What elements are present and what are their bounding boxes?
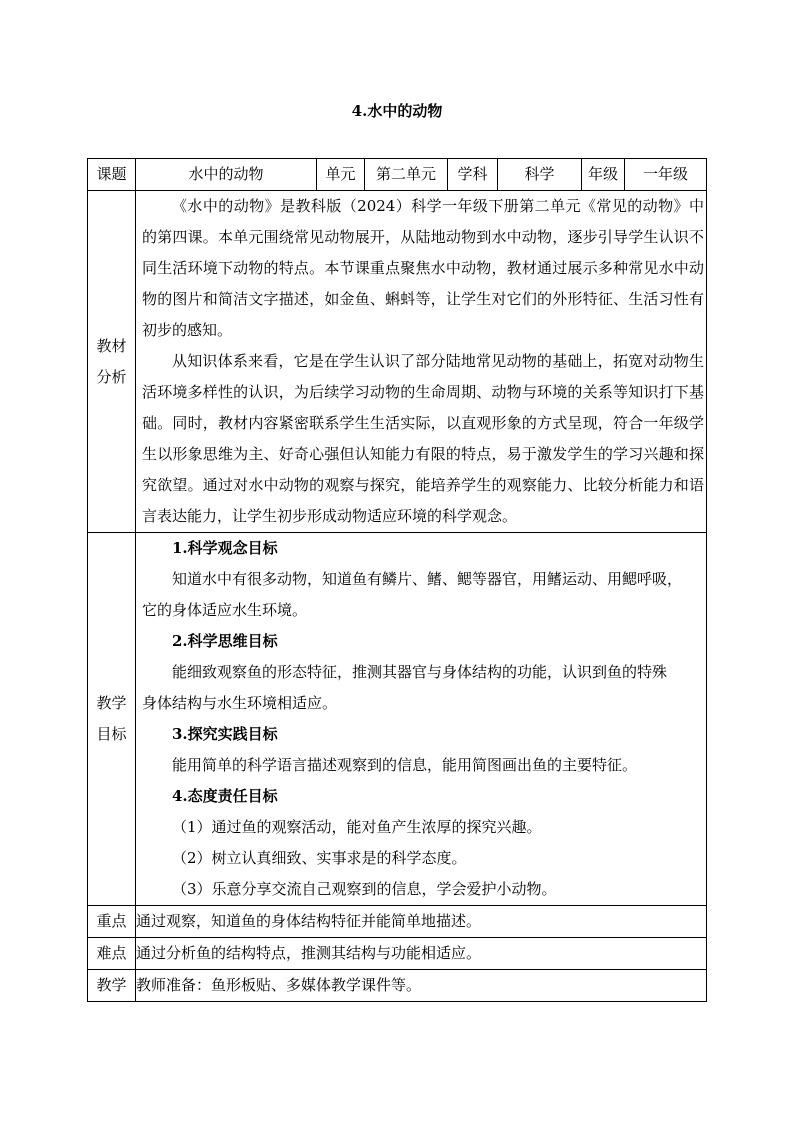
grade-label: 年级 xyxy=(582,159,625,191)
goal-1-title: 1.科学观念目标 xyxy=(172,539,278,557)
grade-value: 一年级 xyxy=(625,159,707,191)
analysis-label: 教材 分析 xyxy=(88,191,136,533)
key-point-row xyxy=(88,906,707,938)
goal-2-line-2: 身体结构与水生环境相适应。 xyxy=(142,694,338,712)
key-point-label: 重点 xyxy=(88,906,136,938)
analysis-paragraph-2: 从知识体系来看，它是在学生认识了部分陆地常见动物的基础上，拓宽对动物生活环境多样性的认识，为后续学习动物的生命周期、动物与环境的关系等知识打下基础。同时，教材内容紧密联系学生生活实际，以直观形象的方式呈现，符合一年级学生以形象思维为主、好奇心强但认知能力有限的特点，易于激发学生的学习兴趣和探究欲望。通过对水中动物的观察与探究，能培养学生的观察能力、比较分析能力和语言表达能力，让学生初步形成动物适应环境的科学观念。 xyxy=(142,352,704,525)
prep-label: 教学 xyxy=(88,970,136,1002)
goal-4-item: （3）乐意分享交流自己观察到的信息，学会爱护小动物。 xyxy=(172,880,557,898)
goal-4-item: （1）通过鱼的观察活动，能对鱼产生浓厚的探究兴趣。 xyxy=(172,818,542,836)
goal-1-line-1: 知道水中有很多动物，知道鱼有鳞片、鳍、鳃等器官，用鳍运动、用鳃呼吸， xyxy=(172,570,683,588)
goal-4-title: 4.态度责任目标 xyxy=(172,787,278,805)
goal-1-line-2: 它的身体适应水生环境。 xyxy=(142,601,308,619)
goal-4-item: （2）树立认真细致、实事求是的科学态度。 xyxy=(172,849,467,867)
lesson-plan-table xyxy=(87,158,707,1002)
analysis-content xyxy=(136,191,707,533)
topic-value: 水中的动物 xyxy=(136,159,317,191)
difficulty-row xyxy=(88,938,707,970)
subject-label: 学科 xyxy=(448,159,498,191)
goals-row xyxy=(88,533,707,906)
goals-label: 教学 目标 xyxy=(88,533,136,906)
goal-2-line-1: 能细致观察鱼的形态特征，推测其器官与身体结构的功能，认识到鱼的特殊 xyxy=(172,663,668,681)
topic-label: 课题 xyxy=(88,159,136,191)
goals-content xyxy=(136,533,707,906)
document-title: 4.水中的动物 xyxy=(351,102,443,120)
prep-text: 教师准备：鱼形板贴、多媒体教学课件等。 xyxy=(136,970,707,1002)
prep-row xyxy=(88,970,707,1002)
unit-label: 单元 xyxy=(317,159,365,191)
difficulty-text: 通过分析鱼的结构特点，推测其结构与功能相适应。 xyxy=(136,938,707,970)
goal-3-line-1: 能用简单的科学语言描述观察到的信息，能用简图画出鱼的主要特征。 xyxy=(172,756,638,774)
difficulty-label: 难点 xyxy=(88,938,136,970)
goal-3-title: 3.探究实践目标 xyxy=(172,725,278,743)
goal-2-title: 2.科学思维目标 xyxy=(172,632,278,650)
subject-value: 科学 xyxy=(498,159,582,191)
header-row xyxy=(88,159,707,191)
analysis-row xyxy=(88,191,707,533)
key-point-text: 通过观察，知道鱼的身体结构特征并能简单地描述。 xyxy=(136,906,707,938)
analysis-paragraph-1: 《水中的动物》是教科版（2024）科学一年级下册第二单元《常见的动物》中的第四课。本单元围绕常见动物展开，从陆地动物到水中动物，逐步引导学生认识不同生活环境下动物的特点。本节课重点聚焦水中动物，教材通过展示多种常见水中动物的图片和简洁文字描述，如金鱼、蝌蚪等，让学生对它们的外形特征、生活习性有初步的感知。 xyxy=(142,197,704,339)
unit-value: 第二单元 xyxy=(365,159,448,191)
